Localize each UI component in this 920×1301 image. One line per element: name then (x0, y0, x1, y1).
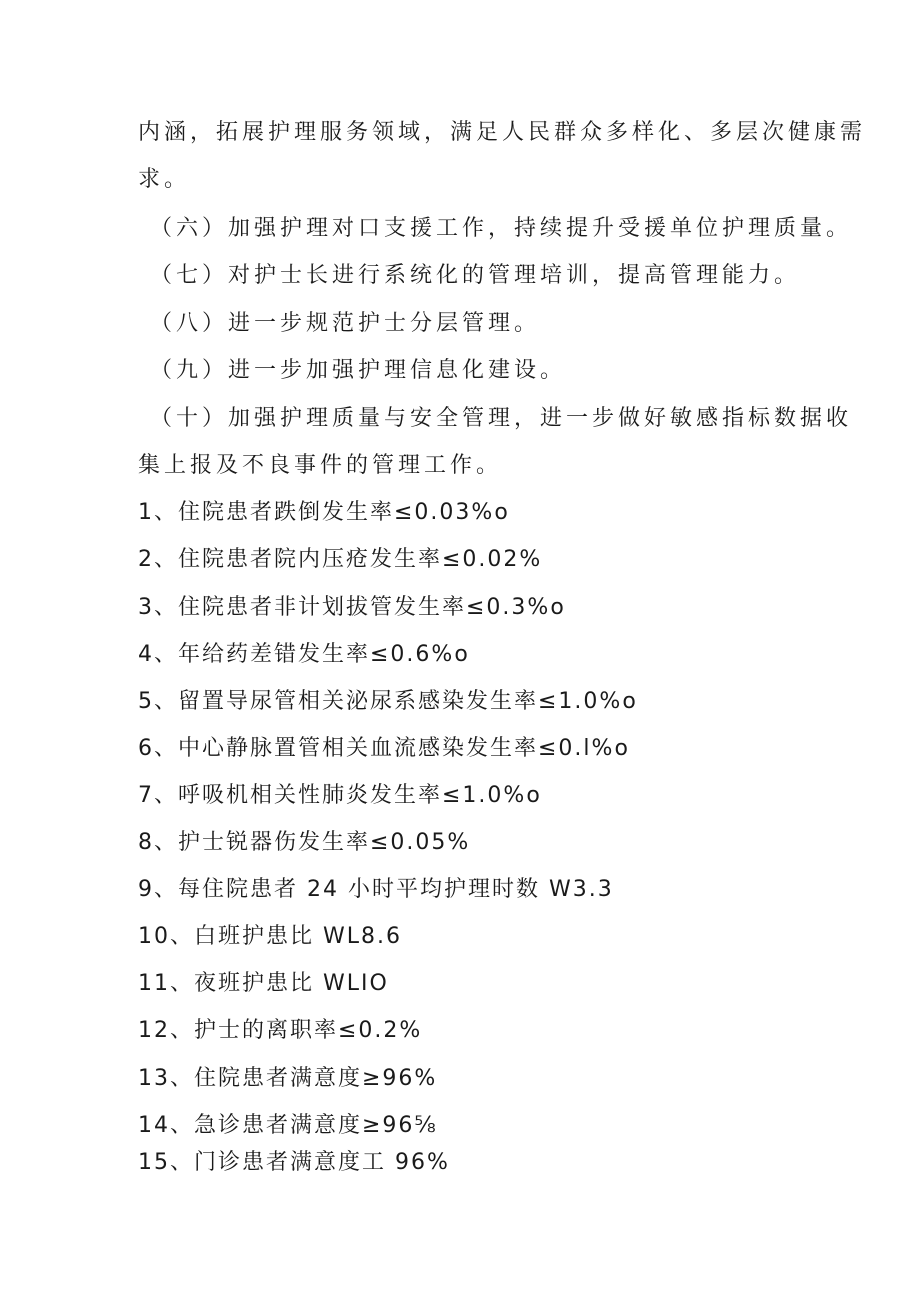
indicator-item: 10、白班护患比 WL8.6 (138, 924, 402, 949)
indicator-item: 6、中心静脉置管相关血流感染发生率≤0.l%o (138, 736, 630, 761)
indicator-item: 2、住院患者院内压疮发生率≤0.02% (138, 547, 543, 572)
paragraph-line: 内涵，拓展护理服务领域，满足人民群众多样化、多层次健康需 (138, 120, 867, 145)
paragraph-line: （九）进一步加强护理信息化建设。 (150, 358, 567, 383)
indicator-item: 7、呼吸机相关性肺炎发生率≤1.0%o (138, 783, 542, 808)
indicator-item: 5、留置导尿管相关泌尿系感染发生率≤1.0%o (138, 689, 638, 714)
paragraph-line: （六）加强护理对口支援工作，持续提升受援单位护理质量。 (150, 216, 853, 241)
indicator-item: 13、住院患者满意度≥96% (138, 1066, 438, 1091)
paragraph-line: （十）加强护理质量与安全管理，进一步做好敏感指标数据收 (150, 406, 853, 431)
indicator-item: 4、年给药差错发生率≤0.6%o (138, 642, 470, 667)
indicator-item: 14、急诊患者满意度≥96⅝ (138, 1113, 438, 1138)
indicator-item: 15、门诊患者满意度工 96% (138, 1150, 450, 1175)
indicator-item: 1、住院患者跌倒发生率≤0.03%o (138, 500, 510, 525)
paragraph-line: （七）对护士长进行系统化的管理培训，提高管理能力。 (150, 263, 801, 288)
paragraph-line: 集上报及不良事件的管理工作。 (138, 453, 503, 478)
paragraph-line: （八）进一步规范护士分层管理。 (150, 311, 541, 336)
indicator-item: 8、护士锐器伤发生率≤0.05% (138, 830, 471, 855)
paragraph-line: 求。 (138, 167, 191, 192)
indicator-item: 3、住院患者非计划拔管发生率≤0.3%o (138, 595, 566, 620)
indicator-item: 9、每住院患者 24 小时平均护理时数 W3.3 (138, 877, 614, 902)
indicator-item: 11、夜班护患比 WLIO (138, 971, 389, 996)
indicator-item: 12、护士的离职率≤0.2% (138, 1018, 423, 1043)
